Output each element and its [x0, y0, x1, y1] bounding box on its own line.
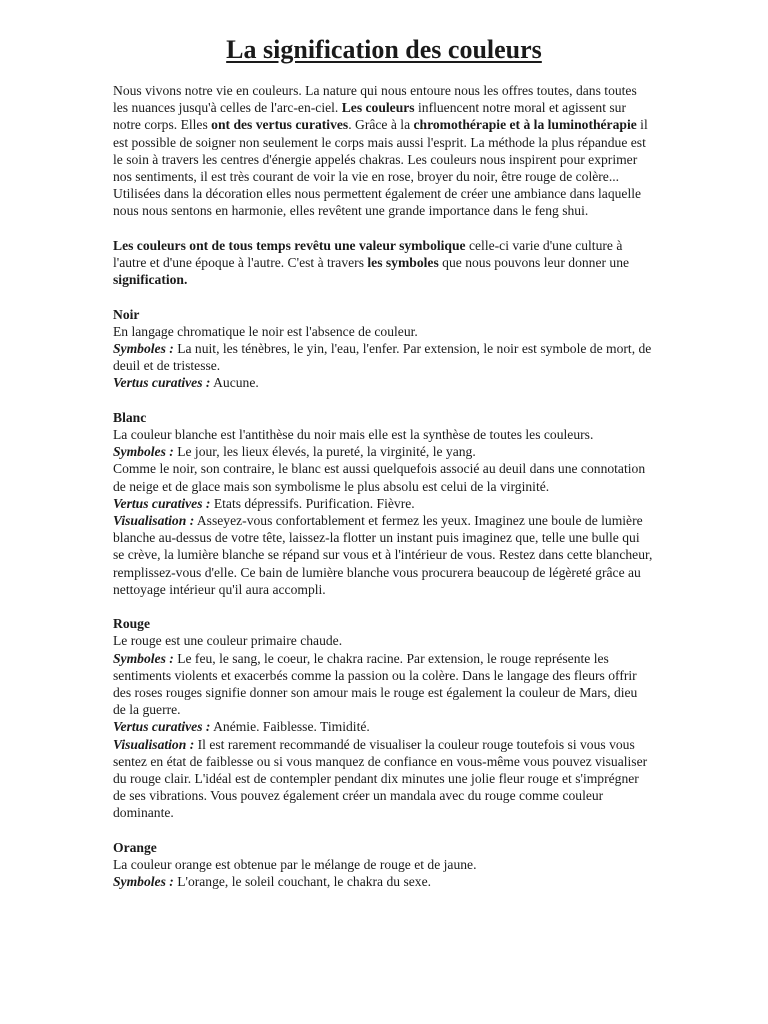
vertus-text: Aucune. [210, 375, 259, 391]
intro-paragraph-1 [113, 82, 653, 220]
vertus-label: Vertus curatives : [113, 495, 211, 511]
intro-bold-text: les symboles [367, 255, 439, 271]
section-description: Le rouge est une couleur primaire chaude. [113, 633, 343, 649]
visualisation-line [113, 736, 653, 822]
visualisation-text: Asseyez-vous confortablement et fermez les yeux. Imaginez une boule de lumière blanche au-dessus de votre tête, laissez-la flotter un instant puis imaginez que, telle une bulle qui se crève, la lumière blanche se répand sur vous et à l'intérieur de vous. Restez dans cette blancheur, remplissez-vous d'elle. Ce bain de lumière blanche vous procurera beaucoup de légèreté grâce au nettoyage intérieur qu'il aura accompli. [113, 513, 653, 597]
vertus-label: Vertus curatives : [113, 375, 211, 391]
symboles-line [113, 443, 653, 460]
intro-text: celle-ci varie d'une culture à l'autre et d'une époque à l'autre. C'est à travers [113, 237, 623, 271]
intro-text: influencent notre moral et agissent sur notre corps. Elles [113, 100, 626, 133]
symboles-label: Symboles : [113, 341, 174, 357]
vertus-label: Vertus curatives : [113, 719, 211, 735]
section-description: En langage chromatique le noir est l'absence de couleur. [113, 323, 418, 339]
symboles-line [113, 873, 653, 890]
intro-text: . Grâce à la [348, 117, 414, 133]
symboles-line [113, 340, 653, 374]
vertus-line [113, 374, 653, 391]
intro-bold-text: Les couleurs ont de tous temps revêtu une valeur symbolique [113, 237, 466, 253]
symboles-text: Le feu, le sang, le coeur, le chakra racine. Par extension, le rouge représente les sentiments violents et exacerbés comme la passion ou la colère. Dans le langage des fleurs offrir des roses rouges signifie donner son amour mais le rouge est également la couleur de Mars, dieu de la guerre. [113, 650, 638, 718]
page-title: La signification des couleurs [226, 35, 542, 64]
intro-paragraph-2 [113, 237, 653, 289]
intro-bold-text: ont des vertus curatives [211, 117, 349, 133]
section-orange [113, 839, 653, 891]
intro-bold-text: chromothérapie et à la luminothérapie [413, 117, 637, 133]
vertus-text: Anémie. Faiblesse. Timidité. [210, 719, 370, 735]
section-heading-orange: Orange [113, 839, 157, 855]
symboles-label: Symboles : [113, 444, 174, 460]
section-heading-rouge: Rouge [113, 616, 151, 632]
section-description: La couleur blanche est l'antithèse du noir mais elle est la synthèse de toutes les couleurs. [113, 427, 594, 443]
section-rouge [113, 615, 653, 821]
vertus-line [113, 718, 653, 735]
visualisation-label: Visualisation : [113, 513, 195, 529]
symboles-text: La nuit, les ténèbres, le yin, l'eau, l'enfer. Par extension, le noir est symbole de mort, de deuil et de tristesse. [113, 341, 652, 374]
visualisation-text: Il est rarement recommandé de visualiser la couleur rouge toutefois si vous vous sentez en état de faiblesse ou si vous manquez de confiance en vous-même vous pouvez visualiser du rouge clair. L'idéal est de contempler pendant dix minutes une jolie fleur rouge et s'imprégner de ses vibrations. Vous pouvez également créer un mandala avec du rouge comme couleur dominante. [113, 736, 648, 821]
vertus-text: Etats dépressifs. Purification. Fièvre. [210, 495, 415, 511]
section-description: La couleur orange est obtenue par le mélange de rouge et de jaune. [113, 857, 477, 873]
visualisation-line [113, 512, 653, 598]
section-heading-blanc: Blanc [113, 409, 147, 425]
intro-text: Nous vivons notre vie en couleurs. La nature qui nous entoure nous les offres toutes, dans toutes les nuances jusqu'à celles de l'arc-en-ciel. [113, 83, 637, 116]
section-noir [113, 306, 653, 392]
intro-text: il est possible de soigner non seulement le corps mais aussi l'esprit. La méthode la plus répandue est le soin à travers les centres d'énergie appelés chakras. Les couleurs nous inspirent pour exprimer nos sentiments, il est très courant de voir la vie en rose, broyer du noir, être rouge de colère... Utilisées dans la décoration elles nous permettent également de créer une ambiance dans laquelle nous nous sentons en harmonie, elles revêtent une grande importance dans le feng shui. [113, 117, 648, 219]
visualisation-label: Visualisation : [113, 736, 195, 752]
document-body [113, 82, 653, 908]
vertus-line [113, 495, 653, 512]
section-blanc [113, 409, 653, 598]
symboles-label: Symboles : [113, 650, 174, 666]
intro-bold-text: signification. [113, 272, 188, 288]
symboles-text: Le jour, les lieux élevés, la pureté, la virginité, le yang. [173, 444, 476, 460]
section-heading-noir: Noir [113, 306, 140, 322]
symboles-line [113, 650, 653, 719]
extra-text: Comme le noir, son contraire, le blanc est aussi quelquefois associé au deuil dans une connotation de neige et de glace mais son symbolisme le plus absolu est celui de la virginité. [113, 461, 646, 494]
intro-text: que nous pouvons leur donner une [438, 255, 630, 271]
symboles-label: Symboles : [113, 874, 174, 890]
intro-bold-text: Les couleurs [341, 100, 415, 116]
symboles-text: L'orange, le soleil couchant, le chakra du sexe. [173, 874, 432, 890]
